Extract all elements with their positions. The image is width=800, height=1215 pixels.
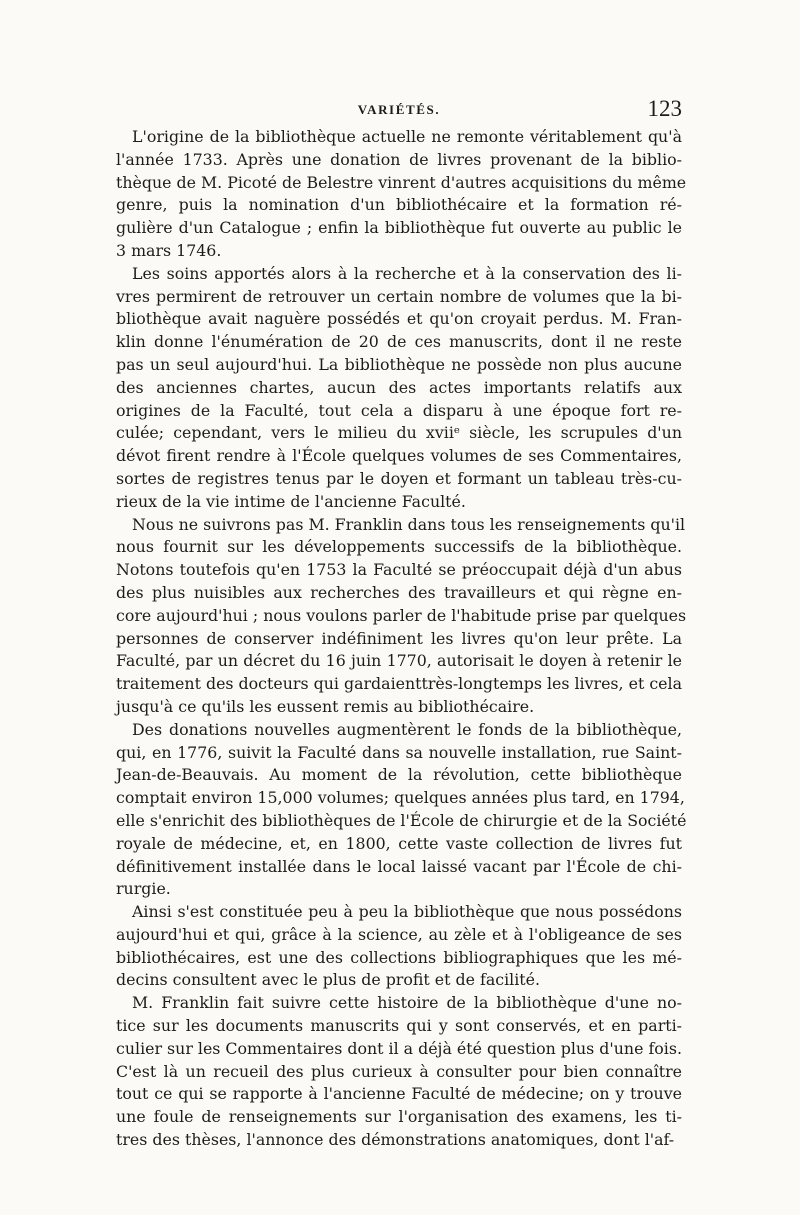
paragraph (116, 719, 687, 901)
text-line: rieux de la vie intime de l'ancienne Faculté. (116, 491, 466, 511)
text-line: klin donne l'énumération de 20 de ces manuscrits, dont il ne reste (116, 332, 682, 352)
text-line: des anciennes chartes, aucun des actes importants relatifs aux (116, 377, 682, 397)
text-line: royale de médecine, et, en 1800, cette vaste collection de livres fut (116, 833, 682, 853)
text-line: aujourd'hui et qui, grâce à la science, au zèle et à l'obligeance de ses (116, 924, 682, 944)
section-title: VARIÉTÉS. (357, 102, 441, 117)
text-line: des plus nuisibles aux recherches des travailleurs et qui règne en- (116, 582, 682, 602)
text-line: qui, en 1776, suivit la Faculté dans sa nouvelle installation, rue Saint- (116, 742, 682, 762)
paragraph (116, 992, 682, 1152)
text-line: bibliothécaires, est une des collections bibliographiques que les mé- (116, 947, 682, 967)
text-line: origines de la Faculté, tout cela a disparu à une époque fort re- (116, 400, 682, 420)
text-line: personnes de conserver indéfiniment les livres qu'on leur prête. La (116, 628, 682, 648)
paragraph (116, 514, 687, 719)
text-line: decins consultent avec le plus de profit et de facilité. (116, 970, 540, 990)
text-line: bliothèque avait naguère possédés et qu'on croyait perdus. M. Fran- (116, 309, 682, 329)
text-line: définitivement installée dans le local laissé vacant par l'École de chi- (116, 856, 682, 876)
text-line: vres permirent de retrouver un certain nombre de volumes que la bi- (116, 286, 682, 306)
text-line: culier sur les Commentaires dont il a déjà été question plus d'une fois. (116, 1038, 682, 1058)
text-line: nous fournit sur les développements successifs de la bibliothèque. (116, 537, 682, 557)
paragraph (116, 901, 682, 992)
text-line: rurgie. (116, 879, 171, 899)
paragraph (116, 263, 682, 514)
text-line: L'origine de la bibliothèque actuelle ne remonte véritablement qu'à (132, 127, 682, 146)
text-line: sortes de registres tenus par le doyen et formant un tableau très-cu- (116, 468, 682, 488)
text-line: Nous ne suivrons pas M. Franklin dans tous les renseignements qu'il (132, 514, 686, 534)
text-line: jusqu'à ce qu'ils les eussent remis au bibliothécaire. (116, 696, 535, 716)
text-line: C'est là un recueil des plus curieux à consulter pour bien connaître (116, 1061, 682, 1081)
text-line: genre, puis la nomination d'un bibliothécaire et la formation ré- (116, 195, 682, 215)
text-line: culée; cependant, vers le milieu du xviiᵉ siècle, les scrupules d'un (116, 423, 682, 443)
page-number: 123 (647, 96, 682, 121)
text-line: comptait environ 15,000 volumes; quelques années plus tard, en 1794, (116, 788, 685, 808)
body-text (116, 126, 687, 1152)
text-line: Des donations nouvelles augmentèrent le fonds de la bibliothèque, (132, 719, 682, 739)
text-line: core aujourd'hui ; nous voulons parler de l'habitude prise par quelques (116, 605, 687, 625)
text-line: tice sur les documents manuscrits qui y sont conservés, et en parti- (116, 1016, 682, 1036)
text-line: 3 mars 1746. (116, 240, 222, 260)
text-line: thèque de M. Picoté de Belestre vinrent d'autres acquisitions du même (116, 172, 687, 192)
text-line: traitement des docteurs qui gardaienttrès-longtemps les livres, et cela (116, 674, 682, 694)
text-line: gulière d'un Catalogue ; enfin la bibliothèque fut ouverte au public le (116, 218, 682, 238)
text-line: tres des thèses, l'annonce des démonstrations anatomiques, dont l'af- (116, 1130, 675, 1150)
text-line: Les soins apportés alors à la recherche et à la conservation des li- (132, 263, 682, 283)
text-line: Notons toutefois qu'en 1753 la Faculté se préoccupait déjà d'un abus (116, 560, 682, 580)
text-line: Ainsi s'est constituée peu à peu la bibliothèque que nous possédons (132, 902, 682, 922)
text-line: une foule de renseignements sur l'organisation des examens, les ti- (116, 1107, 682, 1127)
text-line: Faculté, par un décret du 16 juin 1770, autorisait le doyen à retenir le (116, 651, 682, 671)
text-line: pas un seul aujourd'hui. La bibliothèque ne possède non plus aucune (116, 354, 682, 374)
text-line: M. Franklin fait suivre cette histoire de la bibliothèque d'une no- (132, 993, 682, 1013)
text-line: elle s'enrichit des bibliothèques de l'École de chirurgie et de la Société (116, 810, 687, 830)
paragraph (116, 126, 687, 263)
text-line: l'année 1733. Après une donation de livres provenant de la biblio- (116, 149, 682, 169)
text-line: Jean-de-Beauvais. Au moment de la révolution, cette bibliothèque (116, 765, 682, 785)
text-line: dévot firent rendre à l'École quelques volumes de ses Commentaires, (116, 446, 682, 466)
running-head (116, 96, 682, 124)
text-line: tout ce qui se rapporte à l'ancienne Faculté de médecine; on y trouve (116, 1084, 682, 1104)
